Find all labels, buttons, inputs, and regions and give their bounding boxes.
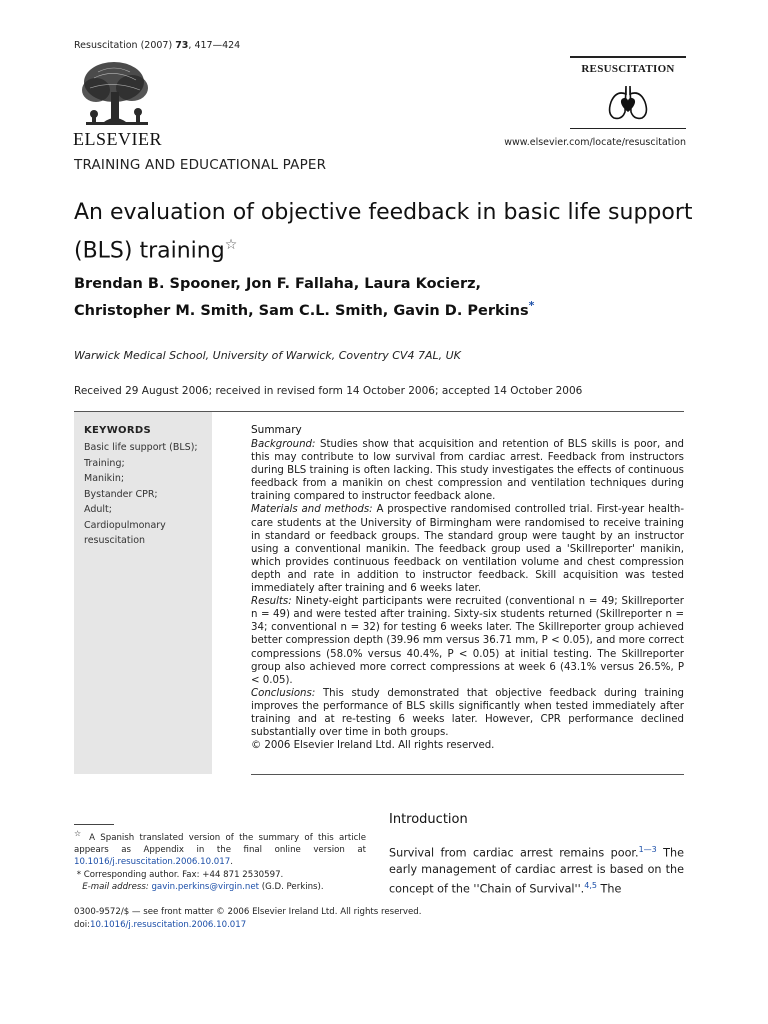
email-footnote (74, 881, 366, 893)
keyword-item: Bystander CPR; (84, 488, 158, 500)
summary-methods (251, 503, 684, 595)
journal-url-link[interactable]: www.elsevier.com/locate/resuscitation (504, 137, 686, 148)
doi-link[interactable]: 10.1016/j.resuscitation.2006.10.017 (90, 919, 247, 930)
conclusions-label: Conclusions: (251, 687, 316, 699)
abstract-bottom-rule (251, 774, 684, 775)
keyword-item: Training; (84, 457, 125, 469)
intro-text-a: Survival from cardiac arrest remains poor. (389, 846, 639, 860)
keyword-item: Cardiopulmonary (84, 519, 166, 531)
corresponding-mark: * (76, 869, 82, 880)
keyword-item: Basic life support (BLS); (84, 442, 198, 453)
lungs-heart-icon (604, 82, 652, 122)
citation-pages: , 417—424 (188, 40, 241, 51)
issn-block (74, 906, 422, 931)
keywords-heading: KEYWORDS (84, 425, 151, 436)
authors-line-1: Brendan B. Spooner, Jon F. Fallaha, Laura Kocierz, (74, 276, 482, 292)
summary-results (251, 595, 684, 687)
intro-text-c: The (596, 882, 622, 896)
affiliation: Warwick Medical School, University of Warwick, Coventry CV4 7AL, UK (74, 349, 461, 362)
issn-line: 0300-9572/$ — see front matter © 2006 Elsevier Ireland Ltd. All rights reserved. (74, 907, 422, 917)
authors-line-2: Christopher M. Smith, Sam C.L. Smith, Gavin D. Perkins (74, 302, 529, 319)
citation-journal: Resuscitation (2007) (74, 40, 173, 51)
conclusions-text: This study demonstrated that objective feedback during training improves the performance of BLS skills significantly when tested immediately after training and at re-testing 6 weeks later. However, CPR performance declined substantially over time in both groups. (251, 687, 684, 739)
summary-background (251, 438, 684, 503)
summary-conclusions (251, 687, 684, 739)
title-star-icon[interactable]: ☆ (224, 237, 238, 253)
email-link[interactable]: gavin.perkins@virgin.net (151, 882, 259, 893)
background-text: Studies show that acquisition and retention of BLS skills is poor, and this may contribute to low survival from cardiac arrest. Feedback from instructors during BLS training is often lacking. This study investigates the effects of continuous feedback from a manikin on chest compression and ventilation techniques during training compared to instructor feedback alone. (251, 439, 684, 503)
footnote-rule (74, 824, 114, 825)
keyword-item: Manikin; (84, 473, 125, 484)
footnotes (74, 828, 366, 893)
doi-label: doi: (74, 919, 90, 930)
article-title (74, 197, 714, 267)
background-label: Background: (251, 439, 316, 450)
translation-doi-link[interactable]: 10.1016/j.resuscitation.2006.10.017 (74, 857, 231, 868)
summary-heading: Summary (251, 424, 302, 436)
results-label: Results: (251, 596, 292, 608)
intro-text-b: The early management of cardiac arrest is based on the concept of the ''Chain of Survival''. (389, 846, 684, 896)
corresponding-text: Corresponding author. Fax: +44 871 2530597. (81, 869, 284, 880)
title-text: An evaluation of objective feedback in basic life support (BLS) training (74, 200, 693, 264)
footnote-star-icon: ☆ (74, 829, 84, 838)
citation-volume: 73 (175, 40, 189, 51)
corresponding-footnote (74, 869, 366, 881)
translation-end: . (230, 857, 233, 868)
summary-copyright: © 2006 Elsevier Ireland Ltd. All rights reserved. (251, 740, 495, 752)
keyword-item: resuscitation (84, 535, 146, 546)
translation-text: A Spanish translated version of the summary of this article appears as Appendix in the final online version at (74, 832, 366, 856)
keywords-list (84, 440, 198, 549)
summary-body (251, 438, 684, 752)
doi-line (74, 919, 422, 932)
email-label: E-mail address: (82, 882, 149, 893)
author-list (74, 274, 694, 322)
introduction-heading: Introduction (389, 812, 468, 827)
reference-link[interactable]: 4,5 (584, 880, 597, 890)
journal-citation (74, 40, 240, 51)
introduction-text (389, 842, 684, 897)
results-text: Ninety-eight participants were recruited (conventional n = 49; Skillreporter n = 49) and were tested after training. Sixty-six students returned (Skillreporter n = 34; conventional n = 32) for testing 6 weeks later. The Skillreporter group achieved better compression depth (39.96 mm versus 36.71 mm, P < 0.05), and more correct compressions (58.0% versus 40.4%, P < 0.05) at initial testing. The Skillreporter group also achieved more correct compressions at week 6 (43.1% versus 26.5%, P < 0.05). (251, 596, 684, 686)
translation-footnote (74, 828, 366, 869)
methods-label: Materials and methods: (251, 504, 373, 516)
reference-link[interactable]: 1—3 (638, 845, 657, 854)
methods-text: A prospective randomised controlled trial. First-year health-care students at the University of Birmingham were randomised to receive training in standard or feedback groups. The standard group were taught by an instructor using a conventional manikin. The feedback group used a 'Skillreporter' manikin, which provides continuous feedback on ventilation volume and chest compression depth and rate in addition to instructor feedback. Skill acquisition was tested immediately after training and 6 weeks later. (251, 504, 684, 595)
section-type: TRAINING AND EDUCATIONAL PAPER (74, 157, 327, 173)
email-suffix: (G.D. Perkins). (258, 882, 324, 893)
keyword-item: Adult; (84, 504, 112, 515)
elsevier-logo-text: ELSEVIER (73, 129, 162, 149)
journal-name: RESUSCITATION (581, 63, 675, 75)
corresponding-author-mark[interactable]: * (528, 299, 535, 312)
received-dates: Received 29 August 2006; received in revised form 14 October 2006; accepted 14 October 2006 (74, 385, 583, 397)
